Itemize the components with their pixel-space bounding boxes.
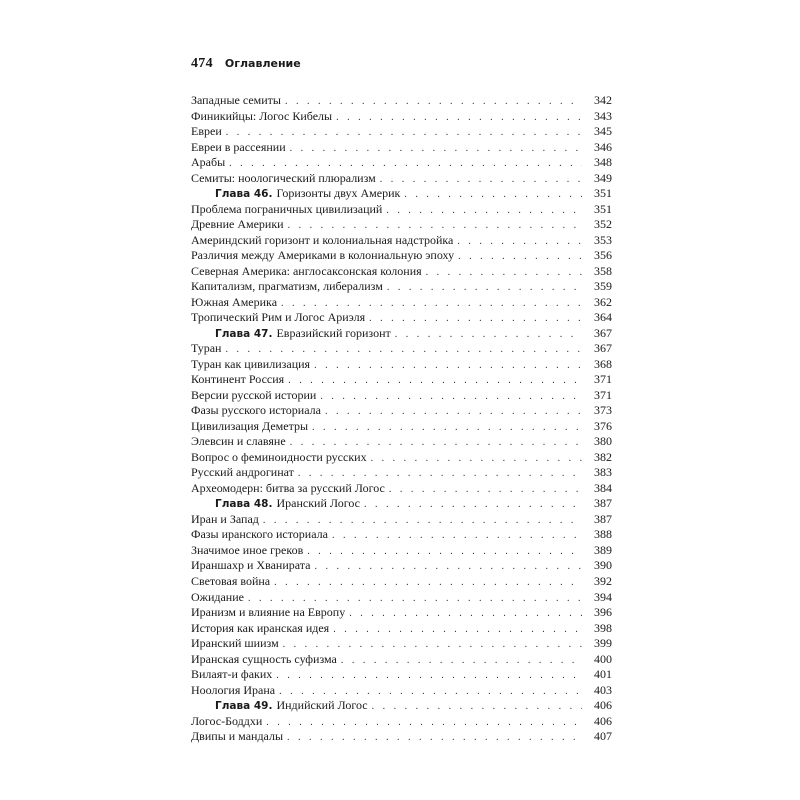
toc-entry-title bbox=[191, 636, 279, 652]
toc-entry-row bbox=[191, 310, 612, 326]
toc-page-number: 401 bbox=[594, 667, 612, 682]
toc-dot-leader bbox=[290, 435, 582, 451]
toc-page-number: 371 bbox=[594, 372, 612, 387]
toc-page-number: 371 bbox=[594, 387, 612, 402]
toc-dot-leader bbox=[404, 187, 582, 203]
toc-page-number: 373 bbox=[594, 403, 612, 418]
page-number: 474 bbox=[191, 56, 213, 71]
toc-title-text: Иранская сущность суфизма bbox=[191, 651, 337, 666]
toc-title-text: Цивилизация Деметры bbox=[191, 418, 309, 433]
toc-entry-row bbox=[191, 233, 612, 249]
toc-entry-title bbox=[191, 729, 283, 745]
toc-dot-leader bbox=[248, 591, 582, 607]
toc-entry-title bbox=[191, 233, 453, 249]
toc-title-text: Значимое иное греков bbox=[191, 542, 304, 557]
toc-dot-leader bbox=[332, 528, 582, 544]
toc-chapter-row bbox=[191, 698, 612, 714]
toc-entry-row bbox=[191, 450, 612, 466]
toc-page-number: 358 bbox=[594, 263, 612, 278]
table-of-contents bbox=[191, 93, 612, 745]
toc-page-number: 380 bbox=[594, 434, 612, 449]
toc-title-text: Северная Америка: англосаксонская колония bbox=[191, 263, 422, 278]
toc-page-number: 406 bbox=[594, 713, 612, 728]
toc-dot-leader bbox=[458, 249, 582, 265]
toc-dot-leader bbox=[263, 513, 582, 529]
toc-dot-leader bbox=[372, 699, 582, 715]
toc-title-text: Ожидание bbox=[191, 589, 244, 604]
toc-entry-title bbox=[191, 434, 286, 450]
toc-entry-title bbox=[191, 93, 281, 109]
toc-title-text: Вилаят-и факих bbox=[191, 667, 273, 682]
toc-entry-row bbox=[191, 714, 612, 730]
toc-title-text: Логос-Боддхи bbox=[191, 713, 263, 728]
toc-chapter-row bbox=[191, 326, 612, 342]
toc-entry-row bbox=[191, 124, 612, 140]
toc-entry-title bbox=[191, 217, 284, 233]
toc-dot-leader bbox=[369, 311, 582, 327]
toc-page-number: 388 bbox=[594, 527, 612, 542]
toc-chapter-label: Глава 48. bbox=[215, 498, 273, 511]
toc-chapter-label: Глава 46. bbox=[215, 188, 273, 201]
toc-entry-title bbox=[191, 621, 329, 637]
toc-title-text: Западные семиты bbox=[191, 93, 281, 107]
toc-dot-leader bbox=[283, 637, 582, 653]
toc-title-text: Иранизм и влияние на Европу bbox=[191, 605, 346, 620]
toc-chapter-label: Глава 47. bbox=[215, 327, 273, 340]
toc-entry-row bbox=[191, 543, 612, 559]
toc-chapter-row bbox=[191, 186, 612, 202]
toc-page-number: 362 bbox=[594, 294, 612, 309]
toc-dot-leader bbox=[290, 141, 582, 157]
toc-title-text: Версии русской истории bbox=[191, 387, 317, 402]
toc-title-text: Иран и Запад bbox=[191, 511, 259, 526]
toc-page-number: 398 bbox=[594, 620, 612, 635]
toc-entry-title bbox=[191, 279, 383, 295]
toc-entry-row bbox=[191, 171, 612, 187]
toc-entry-title bbox=[191, 124, 222, 140]
toc-entry-title bbox=[191, 372, 284, 388]
toc-title-text: Иранский Логос bbox=[276, 496, 360, 511]
toc-title-text: Археомодерн: битва за русский Логос bbox=[191, 480, 385, 495]
toc-dot-leader bbox=[426, 265, 582, 281]
toc-page-number: 387 bbox=[594, 496, 612, 511]
toc-entry-row bbox=[191, 465, 612, 481]
toc-page-number: 390 bbox=[594, 558, 612, 573]
toc-title-text: Элевсин и славяне bbox=[191, 434, 286, 449]
toc-dot-leader bbox=[395, 327, 582, 343]
toc-entry-title bbox=[191, 264, 422, 280]
toc-title-text: История как иранская идея bbox=[191, 620, 330, 635]
toc-entry-title bbox=[191, 574, 270, 590]
toc-title-text: Иранский шиизм bbox=[191, 636, 279, 651]
toc-entry-row bbox=[191, 419, 612, 435]
toc-entry-title bbox=[191, 527, 328, 543]
toc-entry-row bbox=[191, 341, 612, 357]
toc-dot-leader bbox=[225, 342, 582, 358]
toc-page-number: 399 bbox=[594, 636, 612, 651]
toc-page-number: 384 bbox=[594, 480, 612, 495]
toc-page-number: 403 bbox=[594, 682, 612, 697]
toc-entry-row bbox=[191, 155, 612, 171]
toc-entry-title bbox=[191, 388, 316, 404]
toc-dot-leader bbox=[386, 203, 582, 219]
toc-page-number: 367 bbox=[594, 341, 612, 356]
toc-entry-row bbox=[191, 217, 612, 233]
toc-entry-row bbox=[191, 667, 612, 683]
toc-entry-title bbox=[191, 140, 286, 156]
toc-entry-title bbox=[191, 714, 262, 730]
toc-entry-title bbox=[191, 248, 454, 264]
toc-entry-row bbox=[191, 434, 612, 450]
toc-entry-row bbox=[191, 388, 612, 404]
toc-entry-title bbox=[215, 496, 360, 513]
toc-dot-leader bbox=[226, 125, 582, 141]
toc-title-text: Континент Россия bbox=[191, 372, 285, 387]
toc-entry-row bbox=[191, 652, 612, 668]
toc-title-text: Евреи bbox=[191, 124, 222, 139]
toc-entry-title bbox=[191, 357, 310, 373]
toc-title-text: Ноология Ирана bbox=[191, 682, 276, 697]
toc-entry-title bbox=[191, 605, 345, 621]
toc-dot-leader bbox=[380, 172, 582, 188]
toc-page-number: 368 bbox=[594, 356, 612, 371]
toc-dot-leader bbox=[307, 544, 582, 560]
toc-page-number: 394 bbox=[594, 589, 612, 604]
toc-title-text: Семиты: ноологический плюрализм bbox=[191, 170, 376, 185]
toc-title-text: Фазы иранского историала bbox=[191, 527, 328, 542]
toc-title-text: Фазы русского историала bbox=[191, 403, 321, 418]
toc-entry-title bbox=[215, 186, 400, 203]
toc-dot-leader bbox=[279, 684, 582, 700]
toc-entry-title bbox=[191, 109, 332, 125]
toc-dot-leader bbox=[314, 559, 582, 575]
running-head bbox=[191, 56, 301, 72]
toc-entry-title bbox=[215, 698, 368, 715]
toc-page-number: 396 bbox=[594, 605, 612, 620]
toc-entry-title bbox=[191, 512, 259, 528]
toc-page-number: 406 bbox=[594, 698, 612, 713]
toc-title-text: Различия между Америками в колониальную эпоху bbox=[191, 248, 455, 263]
toc-dot-leader bbox=[287, 730, 582, 746]
toc-page-number: 389 bbox=[594, 542, 612, 557]
toc-entry-title bbox=[191, 450, 367, 466]
toc-entry-title bbox=[191, 590, 244, 606]
toc-title-text: Евреи в рассеянии bbox=[191, 139, 286, 154]
toc-dot-leader bbox=[333, 622, 582, 638]
toc-page-number: 342 bbox=[594, 93, 612, 107]
toc-dot-leader bbox=[229, 156, 582, 172]
toc-entry-title bbox=[191, 667, 272, 683]
toc-page-number: 356 bbox=[594, 248, 612, 263]
toc-page-number: 351 bbox=[594, 186, 612, 201]
toc-entry-row bbox=[191, 605, 612, 621]
toc-title-text: Горизонты двух Америк bbox=[276, 186, 401, 201]
toc-entry-row bbox=[191, 140, 612, 156]
toc-entry-row bbox=[191, 558, 612, 574]
toc-entry-title bbox=[191, 652, 337, 668]
toc-title-text: Древние Америки bbox=[191, 217, 284, 232]
toc-page-number: 345 bbox=[594, 124, 612, 139]
toc-entry-title bbox=[191, 155, 225, 171]
toc-entry-title bbox=[191, 558, 310, 574]
toc-entry-row bbox=[191, 481, 612, 497]
toc-entry-title bbox=[215, 326, 391, 343]
toc-entry-row bbox=[191, 683, 612, 699]
toc-title-text: Капитализм, прагматизм, либерализм bbox=[191, 279, 383, 294]
toc-entry-row bbox=[191, 621, 612, 637]
toc-dot-leader bbox=[298, 466, 582, 482]
toc-entry-title bbox=[191, 171, 376, 187]
toc-title-text: Туран как цивилизация bbox=[191, 356, 311, 371]
toc-page-number: 400 bbox=[594, 651, 612, 666]
toc-entry-row bbox=[191, 512, 612, 528]
toc-page-number: 382 bbox=[594, 449, 612, 464]
toc-entry-row bbox=[191, 403, 612, 419]
toc-dot-leader bbox=[341, 653, 582, 669]
toc-entry-row bbox=[191, 93, 612, 109]
toc-dot-leader bbox=[349, 606, 582, 622]
toc-page-number: 407 bbox=[594, 729, 612, 744]
toc-dot-leader bbox=[364, 497, 582, 513]
toc-page-number: 349 bbox=[594, 170, 612, 185]
toc-entry-row bbox=[191, 279, 612, 295]
toc-entry-row bbox=[191, 109, 612, 125]
toc-entry-row bbox=[191, 527, 612, 543]
toc-entry-row bbox=[191, 264, 612, 280]
toc-title-text: Тропический Рим и Логос Ариэля bbox=[191, 310, 366, 325]
toc-entry-row bbox=[191, 202, 612, 218]
toc-title-text: Финикийцы: Логос Кибелы bbox=[191, 108, 333, 123]
toc-page-number: 364 bbox=[594, 310, 612, 325]
toc-page-number: 367 bbox=[594, 325, 612, 340]
toc-page-number: 383 bbox=[594, 465, 612, 480]
toc-title-text: Евразийский горизонт bbox=[276, 325, 391, 340]
toc-entry-title bbox=[191, 465, 294, 481]
toc-page-number: 343 bbox=[594, 108, 612, 123]
toc-dot-leader bbox=[320, 389, 582, 405]
toc-title-text: Световая война bbox=[191, 573, 271, 588]
toc-title-text: Русский андрогинат bbox=[191, 465, 294, 480]
toc-title-text: Южная Америка bbox=[191, 294, 278, 309]
toc-entry-title bbox=[191, 403, 321, 419]
toc-entry-row bbox=[191, 372, 612, 388]
toc-dot-leader bbox=[314, 358, 582, 374]
toc-entry-title bbox=[191, 419, 308, 435]
toc-entry-row bbox=[191, 574, 612, 590]
toc-entry-row bbox=[191, 729, 612, 745]
toc-chapter-row bbox=[191, 496, 612, 512]
toc-dot-leader bbox=[336, 110, 582, 126]
toc-page-number: 352 bbox=[594, 217, 612, 232]
toc-entry-row bbox=[191, 590, 612, 606]
toc-dot-leader bbox=[266, 715, 582, 731]
toc-dot-leader bbox=[274, 575, 582, 591]
toc-page-number: 348 bbox=[594, 155, 612, 170]
toc-entry-title bbox=[191, 341, 221, 357]
toc-dot-leader bbox=[312, 420, 582, 436]
toc-dot-leader bbox=[371, 451, 582, 467]
toc-page-number: 351 bbox=[594, 201, 612, 216]
toc-dot-leader bbox=[276, 668, 582, 684]
toc-entry-row bbox=[191, 636, 612, 652]
toc-entry-title bbox=[191, 683, 275, 699]
toc-entry-row bbox=[191, 295, 612, 311]
toc-dot-leader bbox=[288, 373, 582, 389]
toc-title-text: Туран bbox=[191, 341, 222, 356]
toc-title-text: Арабы bbox=[191, 155, 226, 170]
toc-page-number: 359 bbox=[594, 279, 612, 294]
toc-dot-leader bbox=[387, 280, 582, 296]
toc-dot-leader bbox=[281, 296, 582, 312]
toc-page-number: 376 bbox=[594, 418, 612, 433]
toc-dot-leader bbox=[457, 234, 582, 250]
toc-title-text: Америндский горизонт и колониальная надстройка bbox=[191, 232, 454, 247]
toc-dot-leader bbox=[288, 218, 582, 234]
toc-entry-title bbox=[191, 310, 365, 326]
toc-title-text: Двипы и мандалы bbox=[191, 729, 284, 744]
toc-title-text: Индийский Логос bbox=[276, 698, 368, 713]
toc-entry-title bbox=[191, 202, 382, 218]
toc-entry-row bbox=[191, 357, 612, 373]
toc-chapter-label: Глава 49. bbox=[215, 700, 273, 713]
toc-page-number: 392 bbox=[594, 573, 612, 588]
toc-title-text: Проблема пограничных цивилизаций bbox=[191, 201, 383, 216]
toc-entry-title bbox=[191, 543, 303, 559]
section-title: Оглавление bbox=[224, 57, 301, 70]
toc-dot-leader bbox=[325, 404, 582, 420]
toc-dot-leader bbox=[389, 482, 582, 498]
toc-title-text: Вопрос о феминоидности русских bbox=[191, 449, 367, 464]
toc-page-number: 387 bbox=[594, 511, 612, 526]
toc-title-text: Ираншахр и Хванирата bbox=[191, 558, 311, 573]
toc-entry-title bbox=[191, 295, 277, 311]
toc-entry-title bbox=[191, 481, 385, 497]
toc-page-number: 346 bbox=[594, 139, 612, 154]
toc-page-number: 353 bbox=[594, 232, 612, 247]
toc-dot-leader bbox=[285, 94, 582, 110]
toc-entry-row bbox=[191, 248, 612, 264]
